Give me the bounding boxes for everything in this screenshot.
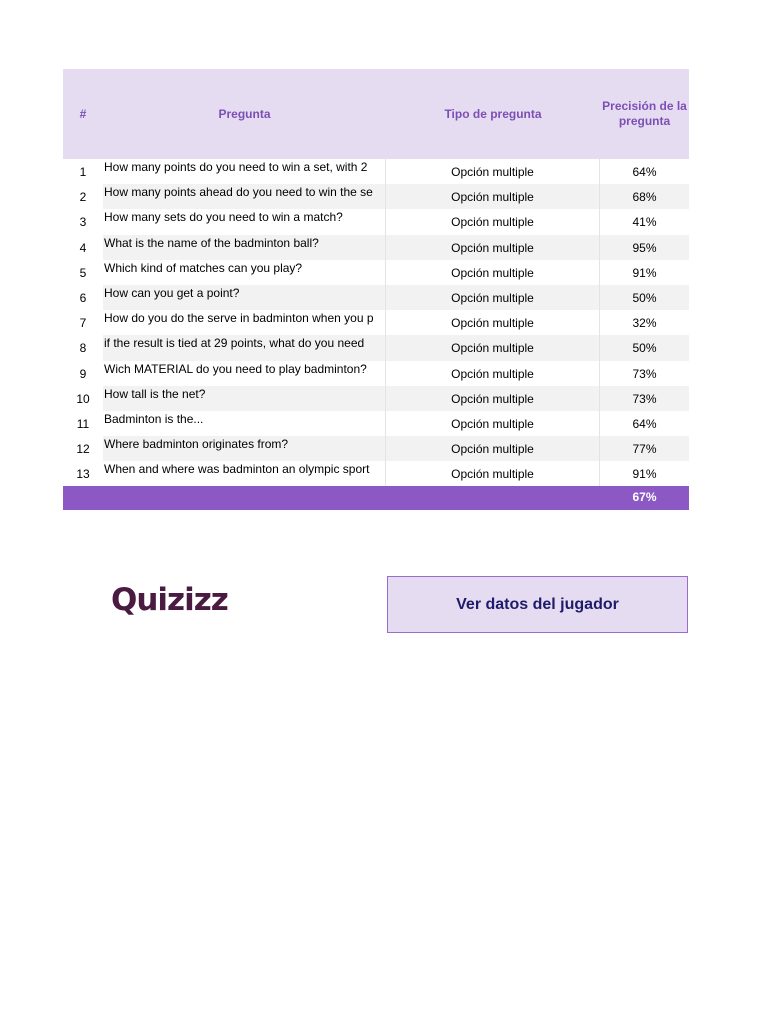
row-accuracy: 41%	[632, 215, 657, 230]
row-number: 6	[79, 290, 87, 305]
quizizz-logo: Quizizz	[111, 582, 228, 618]
row-number: 11	[76, 416, 90, 431]
table-row	[63, 260, 689, 285]
row-accuracy: 95%	[600, 235, 689, 260]
row-question: What is the name of the badminton ball?	[103, 235, 386, 260]
table-row	[63, 159, 689, 184]
table-row	[63, 386, 689, 411]
row-accuracy: 77%	[600, 436, 689, 461]
row-number: 13	[76, 467, 90, 482]
row-question: Where badminton originates from?	[103, 436, 386, 461]
row-question: How many points ahead do you need to win the se	[103, 184, 386, 209]
table-row	[63, 285, 689, 310]
header-number: #	[79, 106, 87, 121]
row-number: 12	[76, 442, 90, 457]
row-accuracy: 91%	[632, 265, 657, 280]
total-accuracy: 67%	[632, 490, 657, 505]
row-question-type: Opción multiple	[386, 159, 600, 184]
row-question-type: Opción multiple	[386, 335, 600, 360]
row-question-type: Opción multiple	[386, 310, 600, 335]
table-row	[63, 436, 689, 461]
row-number: 8	[79, 341, 87, 356]
row-question-type: Opción multiple	[386, 436, 600, 461]
row-number: 7	[79, 316, 87, 331]
table-body	[63, 159, 689, 486]
row-question: How many sets do you need to win a match?	[103, 209, 386, 234]
table-row	[63, 411, 689, 436]
row-question: Wich MATERIAL do you need to play badminton?	[103, 361, 386, 386]
table-header	[63, 69, 689, 159]
row-question: How many points do you need to win a set, with 2	[103, 159, 386, 184]
row-question-type: Opción multiple	[386, 285, 600, 310]
row-question-type: Opción multiple	[386, 411, 600, 436]
row-number: 2	[79, 190, 87, 205]
row-question: When and where was badminton an olympic sport	[103, 461, 386, 486]
row-accuracy: 32%	[632, 316, 657, 331]
row-question-type: Opción multiple	[386, 361, 600, 386]
row-accuracy: 91%	[632, 467, 657, 482]
table-row	[63, 361, 689, 386]
table-footer	[63, 486, 689, 510]
row-question-type: Opción multiple	[386, 461, 600, 486]
row-number: 10	[76, 391, 90, 406]
table-row	[63, 235, 689, 260]
row-number: 3	[79, 215, 87, 230]
row-number: 5	[79, 265, 87, 280]
view-player-data-button[interactable]: Ver datos del jugador	[387, 576, 688, 633]
row-question-type: Opción multiple	[386, 184, 600, 209]
table-row	[63, 335, 689, 360]
question-table	[63, 69, 689, 510]
header-question: Pregunta	[218, 106, 271, 121]
row-question: if the result is tied at 29 points, what do you need	[103, 335, 386, 360]
row-question-type: Opción multiple	[386, 209, 600, 234]
row-accuracy: 73%	[600, 386, 689, 411]
row-question: How can you get a point?	[103, 285, 386, 310]
row-number: 4	[79, 240, 87, 255]
row-number: 1	[79, 165, 87, 179]
row-accuracy: 50%	[600, 285, 689, 310]
row-question: How do you do the serve in badminton when you p	[103, 310, 386, 335]
row-question-type: Opción multiple	[386, 260, 600, 285]
row-question-type: Opción multiple	[386, 386, 600, 411]
row-accuracy: 73%	[632, 366, 657, 381]
row-question: Which kind of matches can you play?	[103, 260, 386, 285]
table-row	[63, 461, 689, 486]
header-question-type: Tipo de pregunta	[444, 106, 542, 121]
row-question: Badminton is the...	[103, 411, 386, 436]
table-row	[63, 209, 689, 234]
row-number: 9	[79, 366, 87, 381]
header-accuracy: Precisión de la pregunta	[602, 99, 687, 128]
table-row	[63, 184, 689, 209]
row-accuracy: 68%	[600, 184, 689, 209]
row-question-type: Opción multiple	[386, 235, 600, 260]
row-accuracy: 50%	[600, 335, 689, 360]
row-question: How tall is the net?	[103, 386, 386, 411]
table-row	[63, 310, 689, 335]
row-accuracy: 64%	[632, 416, 657, 431]
row-accuracy: 64%	[632, 165, 657, 179]
